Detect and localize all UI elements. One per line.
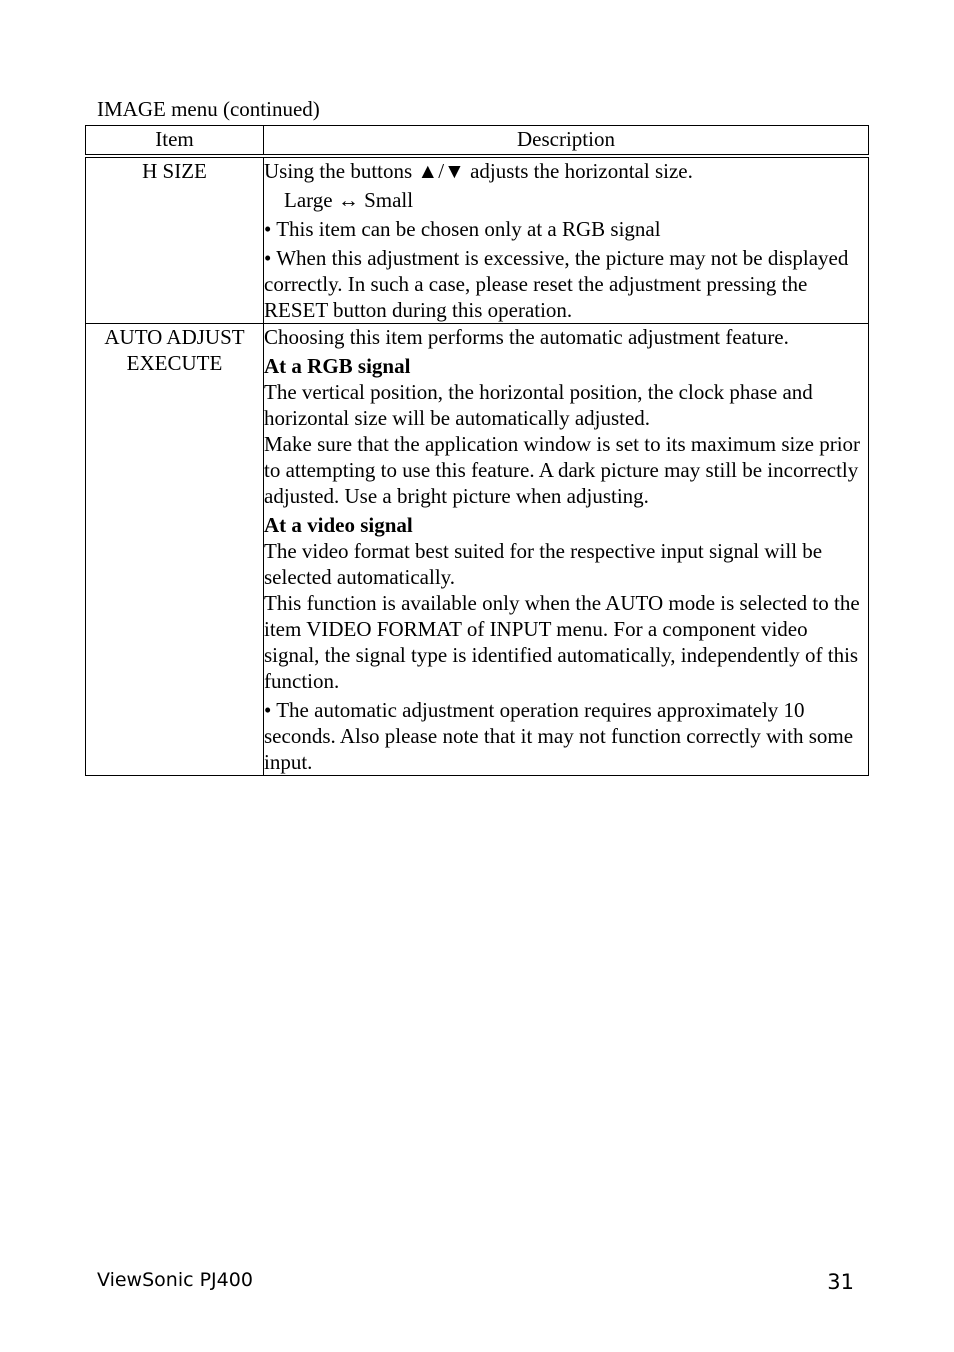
description-subheading: At a video signal bbox=[264, 513, 413, 537]
description-paragraph: • The automatic adjustment operation requires approximately 10 seconds. Also please note that it may not function correctly with some input. bbox=[264, 698, 854, 774]
table-header-row bbox=[86, 126, 869, 157]
item-cell bbox=[86, 156, 264, 324]
description-paragraph: This function is available only when the AUTO mode is selected to the item VIDEO FORMAT of INPUT menu. For a component video signal, the signal type is identified automatically, independently of this function. bbox=[264, 591, 860, 693]
description-paragraph: Large ↔ Small bbox=[284, 188, 414, 212]
description-paragraph: • This item can be chosen only at a RGB signal bbox=[264, 217, 661, 241]
image-menu-table bbox=[85, 125, 869, 776]
description-paragraph: Make sure that the application window is set to its maximum size prior to attempting to use this feature. A dark picture may still be incorrectly adjusted. Use a bright picture when adjusting. bbox=[264, 432, 861, 508]
description-cell bbox=[264, 156, 869, 324]
table-row-h-size bbox=[86, 156, 869, 324]
description-paragraph: • When this adjustment is excessive, the picture may not be displayed correctly. In such a case, please reset the adjustment pressing the RESET button during this operation. bbox=[264, 246, 849, 322]
description-paragraph: The vertical position, the horizontal position, the clock phase and horizontal size will be automatically adjusted. bbox=[264, 380, 813, 430]
description-paragraph: The video format best suited for the respective input signal will be selected automatically. bbox=[264, 539, 823, 589]
column-header-item: Item bbox=[86, 126, 264, 157]
page-number: 31 bbox=[827, 1270, 854, 1294]
column-header-description: Description bbox=[264, 126, 869, 157]
description-paragraph: Using the buttons ▲/▼ adjusts the horizontal size. bbox=[264, 159, 693, 183]
item-name: EXECUTE bbox=[126, 351, 223, 375]
item-cell bbox=[86, 324, 264, 776]
description-subheading: At a RGB signal bbox=[264, 354, 411, 378]
description-cell bbox=[264, 324, 869, 776]
table-row-auto-adjust-execute bbox=[86, 324, 869, 776]
description-paragraph: Choosing this item performs the automatic adjustment feature. bbox=[264, 325, 789, 349]
footer-brand: ViewSonic PJ400 bbox=[97, 1269, 253, 1291]
item-name: H SIZE bbox=[142, 159, 207, 183]
item-name: AUTO ADJUST bbox=[104, 325, 245, 349]
table-caption: IMAGE menu (continued) bbox=[97, 97, 320, 121]
